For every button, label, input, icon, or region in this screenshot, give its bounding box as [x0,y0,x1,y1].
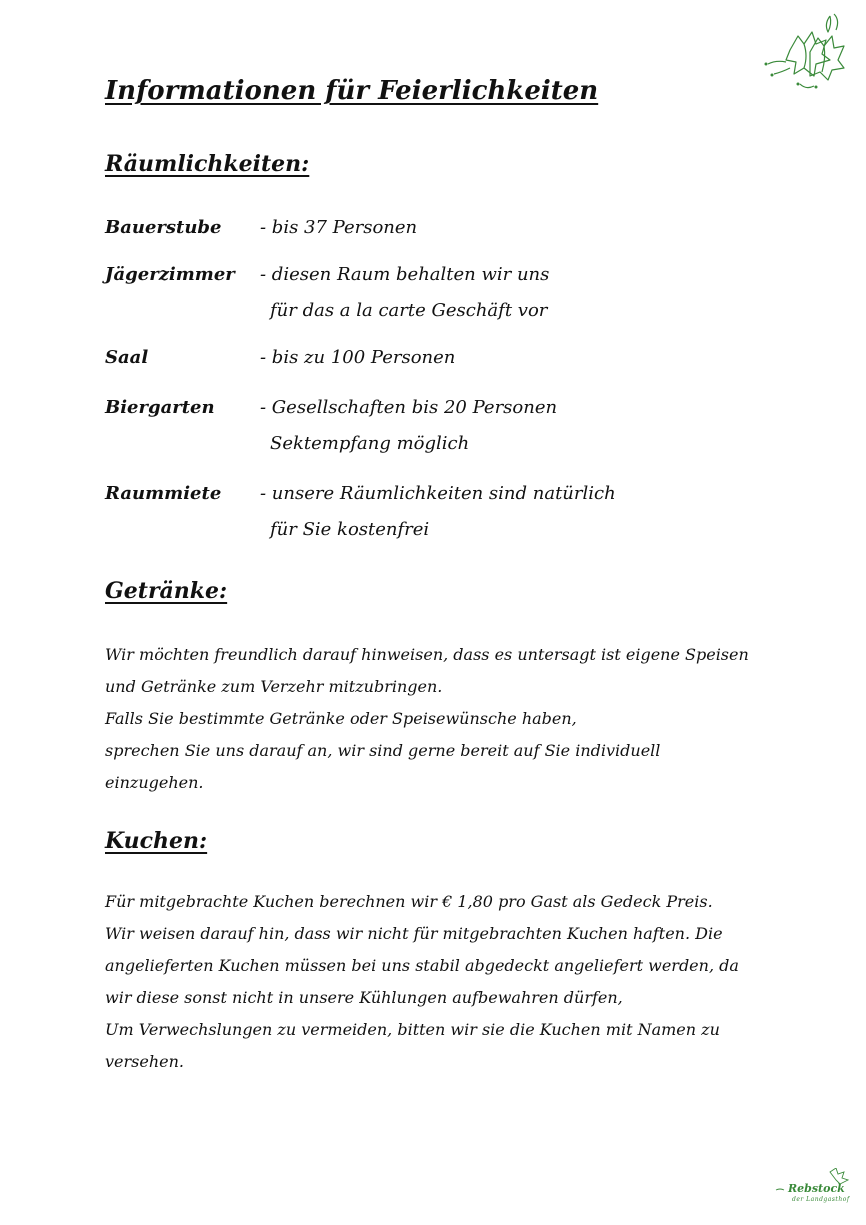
vine-leaves-icon [760,10,850,100]
paragraph-line: Falls Sie bestimmte Getränke oder Speisewünsche haben, [105,709,577,728]
room-description [260,476,616,548]
rooms-heading: Räumlichkeiten: [105,151,310,177]
room-description-line: - unsere Räumlichkeiten sind natürlich [260,483,616,504]
drinks-heading: Getränke: [105,578,228,604]
svg-text:der Landgasthof: der Landgasthof [792,1196,850,1203]
room-description-line: für das a la carte Geschäft vor [270,300,548,321]
room-name: Jägerzimmer [105,264,235,285]
room-description [260,340,455,376]
paragraph-line: Wir möchten freundlich darauf hinweisen, dass es untersagt ist eigene Speisen [105,645,749,664]
paragraph-line: Für mitgebrachte Kuchen berechnen wir € 1,80 pro Gast als Gedeck Preis. [105,892,713,911]
room-name: Saal [105,347,149,368]
cake-paragraph [105,886,775,1078]
room-description-line: - Gesellschaften bis 20 Personen [260,397,558,418]
paragraph-line: angelieferten Kuchen müssen bei uns stabil abgedeckt angeliefert werden, da [105,956,739,975]
room-description-line: - diesen Raum behalten wir uns [260,264,550,285]
svg-text:Rebstock: Rebstock [788,1182,845,1195]
room-description-line: Sektempfang möglich [270,433,470,454]
room-description-line: - bis 37 Personen [260,217,418,238]
cake-heading: Kuchen: [105,828,208,854]
room-name: Raummiete [105,483,222,504]
room-description [260,390,557,462]
room-description-line: für Sie kostenfrei [270,519,430,540]
room-description [260,210,417,246]
room-description [260,257,549,329]
room-name: Bauerstube [105,217,222,238]
paragraph-line: wir diese sonst nicht in unsere Kühlungen aufbewahren dürfen, [105,988,623,1007]
paragraph-line: Wir weisen darauf hin, dass wir nicht für mitgebrachten Kuchen haften. Die [105,924,723,943]
page-title: Informationen für Feierlichkeiten [105,76,599,106]
paragraph-line: Um Verwechslungen zu vermeiden, bitten wir sie die Kuchen mit Namen zu [105,1020,720,1039]
rebstock-logo [770,1168,854,1208]
paragraph-line: versehen. [105,1052,184,1071]
paragraph-line: und Getränke zum Verzehr mitzubringen. [105,677,443,696]
paragraph-line: sprechen Sie uns darauf an, wir sind gerne bereit auf Sie individuell [105,741,661,760]
room-description-line: - bis zu 100 Personen [260,347,456,368]
room-name: Biergarten [105,397,215,418]
paragraph-line: einzugehen. [105,773,204,792]
drinks-paragraph [105,639,775,799]
